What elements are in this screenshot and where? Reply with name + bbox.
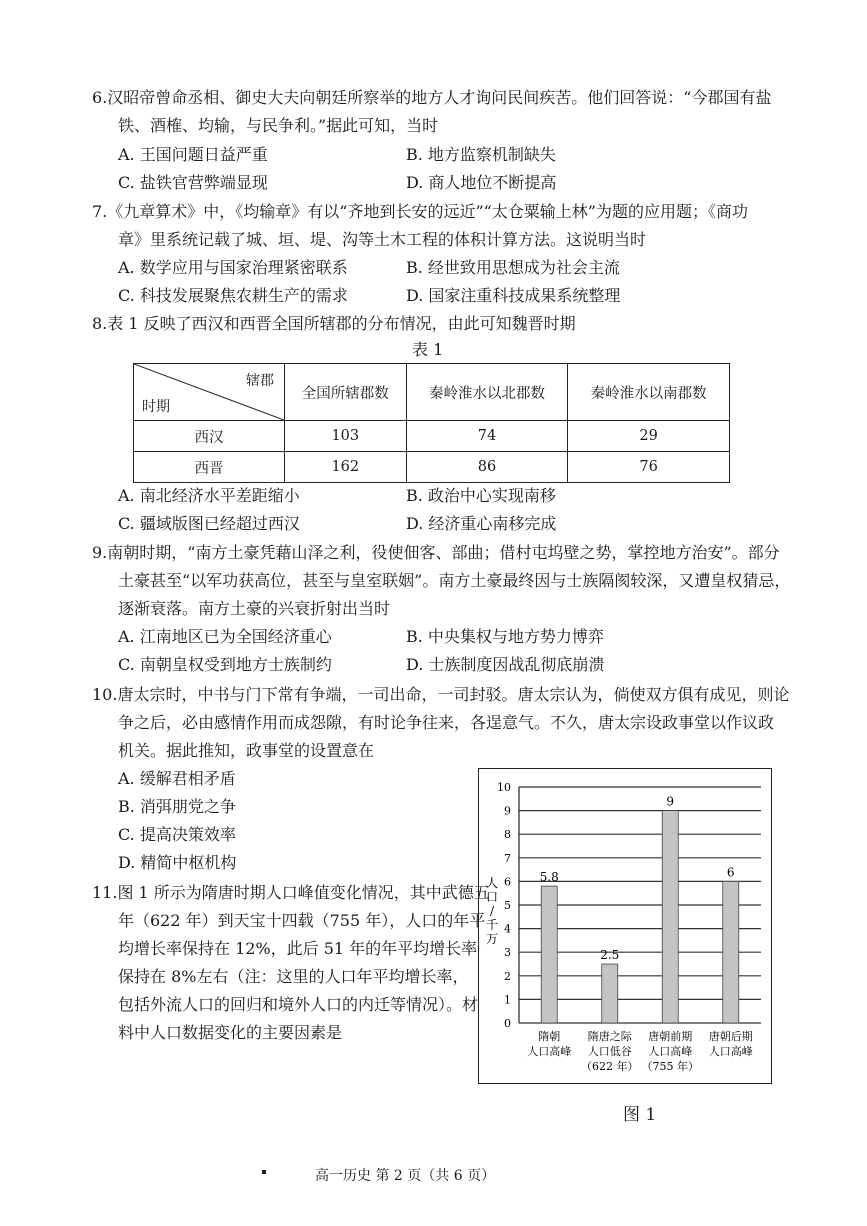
q7-option-b: B. 经世致用思想成为社会主流 xyxy=(406,258,620,277)
q10-option-c: C. 提高决策效率 xyxy=(118,825,236,844)
y-axis-label-char: / xyxy=(489,904,495,918)
population-bar-chart xyxy=(479,769,771,1083)
x-category-label: 人口高峰 xyxy=(648,1045,693,1058)
y-tick-label: 5 xyxy=(504,899,511,912)
table-col-header: 秦岭淮水以南郡数 xyxy=(568,364,730,421)
table-cell: 74 xyxy=(406,421,568,452)
q6-option-c: C. 盐铁官营弊端显现 xyxy=(118,173,268,192)
table-cell: 162 xyxy=(285,452,407,483)
region-table xyxy=(133,363,730,483)
y-tick-label: 9 xyxy=(504,804,511,818)
q10-option-b: B. 消弭朋党之争 xyxy=(118,797,236,816)
x-category-label: 唐朝后期 xyxy=(708,1030,753,1043)
bar-value-label: 2.5 xyxy=(600,948,620,962)
q6-stem-line2: 铁、酒榷、均输，与民争利。”据此可知，当时 xyxy=(118,116,439,135)
bar-value-label: 6 xyxy=(726,865,735,880)
q10-stem-line3: 机关。据此推知，政事堂的设置意在 xyxy=(118,741,375,760)
y-tick-label: 1 xyxy=(504,993,511,1007)
table-cell: 29 xyxy=(568,421,730,452)
q11-stem-line3: 均增长率保持在 12%，此后 51 年的年平均增长率 xyxy=(118,939,478,958)
table-corner-cell xyxy=(134,364,285,421)
q9-option-d: D. 士族制度因战乱彻底崩溃 xyxy=(406,655,605,674)
q8-option-c: C. 疆域版图已经超过西汉 xyxy=(118,514,300,533)
y-tick-label: 4 xyxy=(504,922,511,936)
q7-stem-line1: 7.《九章算术》中，《均输章》有以“齐地到长安的远近”“太仓粟输上林”为题的应用题；《商功 xyxy=(92,202,748,221)
y-tick-label: 3 xyxy=(504,946,511,960)
y-tick-label: 10 xyxy=(497,781,511,794)
q9-stem-line2: 土豪甚至“以军功获高位，甚至与皇室联姻”。南方土豪最终因与士族隔阂较深，又遭皇权猜忌， xyxy=(118,571,791,590)
y-tick-label: 0 xyxy=(504,1017,511,1030)
x-category-label: 隋朝 xyxy=(538,1030,561,1043)
y-tick-label: 6 xyxy=(504,875,511,889)
bar-value-label: 5.8 xyxy=(539,870,559,885)
x-category-label: 人口高峰 xyxy=(527,1045,572,1058)
bar xyxy=(541,886,557,1023)
header-period: 时期 xyxy=(142,399,170,415)
q8-option-d: D. 经济重心南移完成 xyxy=(406,514,557,533)
page-footer: 高一历史 第 2 页（共 6 页） xyxy=(315,1168,496,1184)
q10-option-a: A. 缓解君相矛盾 xyxy=(118,769,236,788)
table-col-header: 秦岭淮水以北郡数 xyxy=(406,364,568,421)
q7-option-d: D. 国家注重科技成果系统整理 xyxy=(406,286,621,305)
q9-stem-line3: 逐渐衰落。南方土豪的兴衰折射出当时 xyxy=(118,599,391,618)
q10-stem-line1: 10.唐太宗时，中书与门下常有争端，一司出命，一司封驳。唐太宗认为，倘使双方俱有成见，则论 xyxy=(92,685,790,704)
q9-option-a: A. 江南地区已为全国经济重心 xyxy=(118,627,332,646)
y-tick-label: 8 xyxy=(504,828,511,842)
table-cell: 103 xyxy=(285,421,407,452)
q10-option-d: D. 精简中枢机构 xyxy=(118,853,237,872)
q10-stem-line2: 争之后，必由感情作用而成怨隙，有时论争往来，各逞意气。不久，唐太宗设政事堂以作议政 xyxy=(118,713,775,732)
q11-stem-line6: 料中人口数据变化的主要因素是 xyxy=(118,1023,343,1042)
q8-stem-line1: 8.表 1 反映了西汉和西晋全国所辖郡的分布情况，由此可知魏晋时期 xyxy=(92,314,576,333)
q9-option-c: C. 南朝皇权受到地方士族制约 xyxy=(118,655,332,674)
y-tick-label: 7 xyxy=(504,851,511,865)
x-category-label: （622 年） xyxy=(581,1060,639,1073)
q7-option-a: A. 数学应用与国家治理紧密联系 xyxy=(118,258,348,277)
q6-option-d: D. 商人地位不断提高 xyxy=(406,173,557,192)
q8-option-a: A. 南北经济水平差距缩小 xyxy=(118,486,300,505)
y-axis-label-char: 人 xyxy=(485,876,499,890)
q11-stem-line4: 保持在 8%左右（注：这里的人口年平均增长率， xyxy=(118,967,469,986)
figure-caption: 图 1 xyxy=(623,1105,657,1125)
y-axis-label-char: 千 xyxy=(485,918,499,932)
q11-stem-line2: 年（622 年）到天宝十四载（755 年），人口的年平 xyxy=(118,911,486,930)
table-cell-period: 西晋 xyxy=(134,452,285,483)
q6-option-b: B. 地方监察机制缺失 xyxy=(406,145,556,164)
bar-value-label: 9 xyxy=(666,794,675,809)
q9-stem-line1: 9.南朝时期，“南方土豪凭藉山泽之利，役使佃客、部曲；借村屯坞壁之势，掌控地方治安”。部分 xyxy=(92,543,780,562)
y-axis-label-char: 万 xyxy=(485,932,499,946)
scan-mark xyxy=(262,1170,266,1174)
table-title: 表 1 xyxy=(412,340,444,359)
population-chart-frame xyxy=(478,768,772,1084)
bar xyxy=(723,881,739,1023)
x-category-label: 唐朝前期 xyxy=(648,1030,693,1043)
bar xyxy=(602,964,618,1023)
table-cell: 76 xyxy=(568,452,730,483)
table-row xyxy=(134,452,730,483)
table-col-header: 全国所辖郡数 xyxy=(285,364,407,421)
x-category-label: 人口低谷 xyxy=(587,1045,632,1058)
x-category-label: （755 年） xyxy=(641,1060,699,1073)
q7-option-c: C. 科技发展聚焦农耕生产的需求 xyxy=(118,286,348,305)
q11-stem-line1: 11.图 1 所示为隋唐时期人口峰值变化情况，其中武德五 xyxy=(92,883,490,902)
table-cell-period: 西汉 xyxy=(134,421,285,452)
y-tick-label: 2 xyxy=(504,969,511,983)
q8-option-b: B. 政治中心实现南移 xyxy=(406,486,556,505)
q7-stem-line2: 章》里系统记载了城、垣、堤、沟等土木工程的体积计算方法。这说明当时 xyxy=(118,230,647,249)
y-axis-label-char: 口 xyxy=(485,890,499,904)
q11-stem-line5: 包括外流人口的回归和境外人口的内迁等情况）。材 xyxy=(118,995,479,1014)
bar xyxy=(662,811,678,1023)
table-cell: 86 xyxy=(406,452,568,483)
q6-stem-line1: 6.汉昭帝曾命丞相、御史大夫向朝廷所察举的地方人才询问民间疾苦。他们回答说：“今郡国有盐 xyxy=(92,88,772,107)
q6-option-a: A. 王国问题日益严重 xyxy=(118,145,268,164)
q9-option-b: B. 中央集权与地方势力博弈 xyxy=(406,627,604,646)
header-districts: 辖郡 xyxy=(246,373,274,389)
x-category-label: 隋唐之际 xyxy=(587,1030,632,1043)
table-row xyxy=(134,421,730,452)
x-category-label: 人口高峰 xyxy=(708,1045,753,1058)
